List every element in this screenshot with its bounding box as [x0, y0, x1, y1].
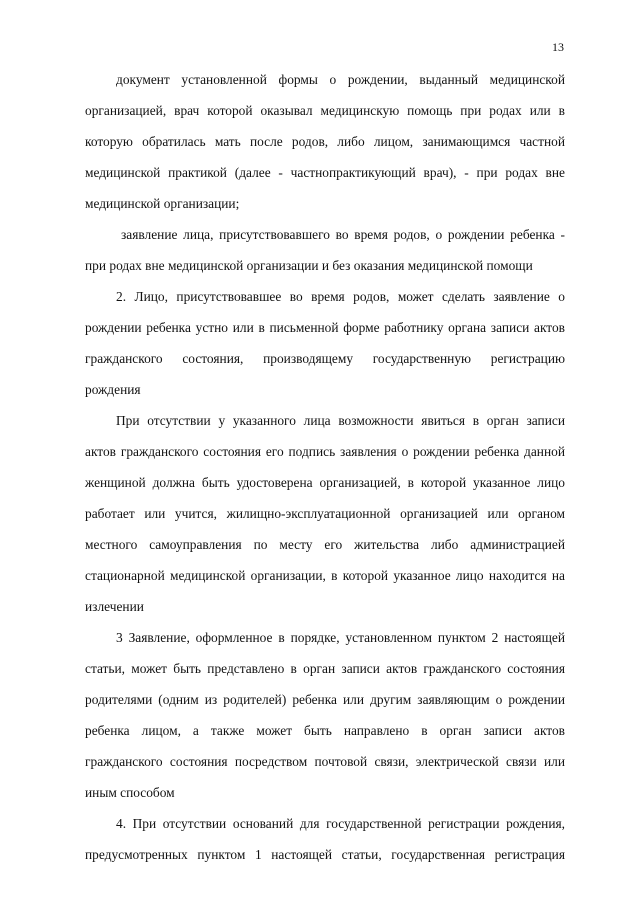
text-line: документ установленной формы о рождении, выданный медицинской — [116, 72, 565, 87]
text-line: излечении — [85, 599, 144, 614]
text-line: 3 Заявление, оформленное в порядке, установленном пунктом 2 настоящей — [116, 630, 565, 645]
text-line: рождения — [85, 382, 141, 397]
text-line: При отсутствии у указанного лица возможности явиться в орган записи — [116, 413, 565, 428]
text-line: рождении ребенка устно или в письменной форме работнику органа записи актов — [85, 320, 565, 335]
text-line: родителями (одним из родителей) ребенка или другим заявляющим о рождении — [85, 692, 565, 707]
text-line: ребенка лицом, а также может быть направлено в орган записи актов — [85, 723, 565, 738]
text-line: 2. Лицо, присутствовавшее во время родов, может сделать заявление о — [116, 289, 565, 304]
text-line: предусмотренных пунктом 1 настоящей статьи, государственная регистрация — [85, 847, 565, 862]
text-line: заявление лица, присутствовавшего во время родов, о рождении ребенка - — [121, 227, 565, 242]
text-line: организацией, врач которой оказывал медицинскую помощь при родах или в — [85, 103, 565, 118]
text-line: актов гражданского состояния его подпись заявления о рождении ребенка данной — [85, 444, 565, 459]
text-line: местного самоуправления по месту его жительства либо администрацией — [85, 537, 565, 552]
text-line: работает или учится, жилищно-эксплуатационной организацией или органом — [85, 506, 565, 521]
text-line: которую обратилась мать после родов, либо лицом, занимающимся частной — [85, 134, 565, 149]
text-line: гражданского состояния, производящему государственную регистрацию — [85, 351, 565, 366]
text-line: медицинской практикой (далее - частнопрактикующий врач), - при родах вне — [85, 165, 565, 180]
text-line: медицинской организации; — [85, 196, 240, 211]
text-line: стационарной медицинской организации, в которой указанное лицо находится на — [85, 568, 565, 583]
text-line: 4. При отсутствии оснований для государственной регистрации рождения, — [116, 816, 565, 831]
text-line: иным способом — [85, 785, 175, 800]
text-line: гражданского состояния посредством почтовой связи, электрической связи или — [85, 754, 565, 769]
text-line: при родах вне медицинской организации и без оказания медицинской помощи — [85, 258, 533, 273]
text-line: женщиной должна быть удостоверена организацией, в которой указанное лицо — [85, 475, 565, 490]
text-line: статьи, может быть представлено в орган записи актов гражданского состояния — [85, 661, 565, 676]
page-number: 13 — [552, 40, 564, 54]
